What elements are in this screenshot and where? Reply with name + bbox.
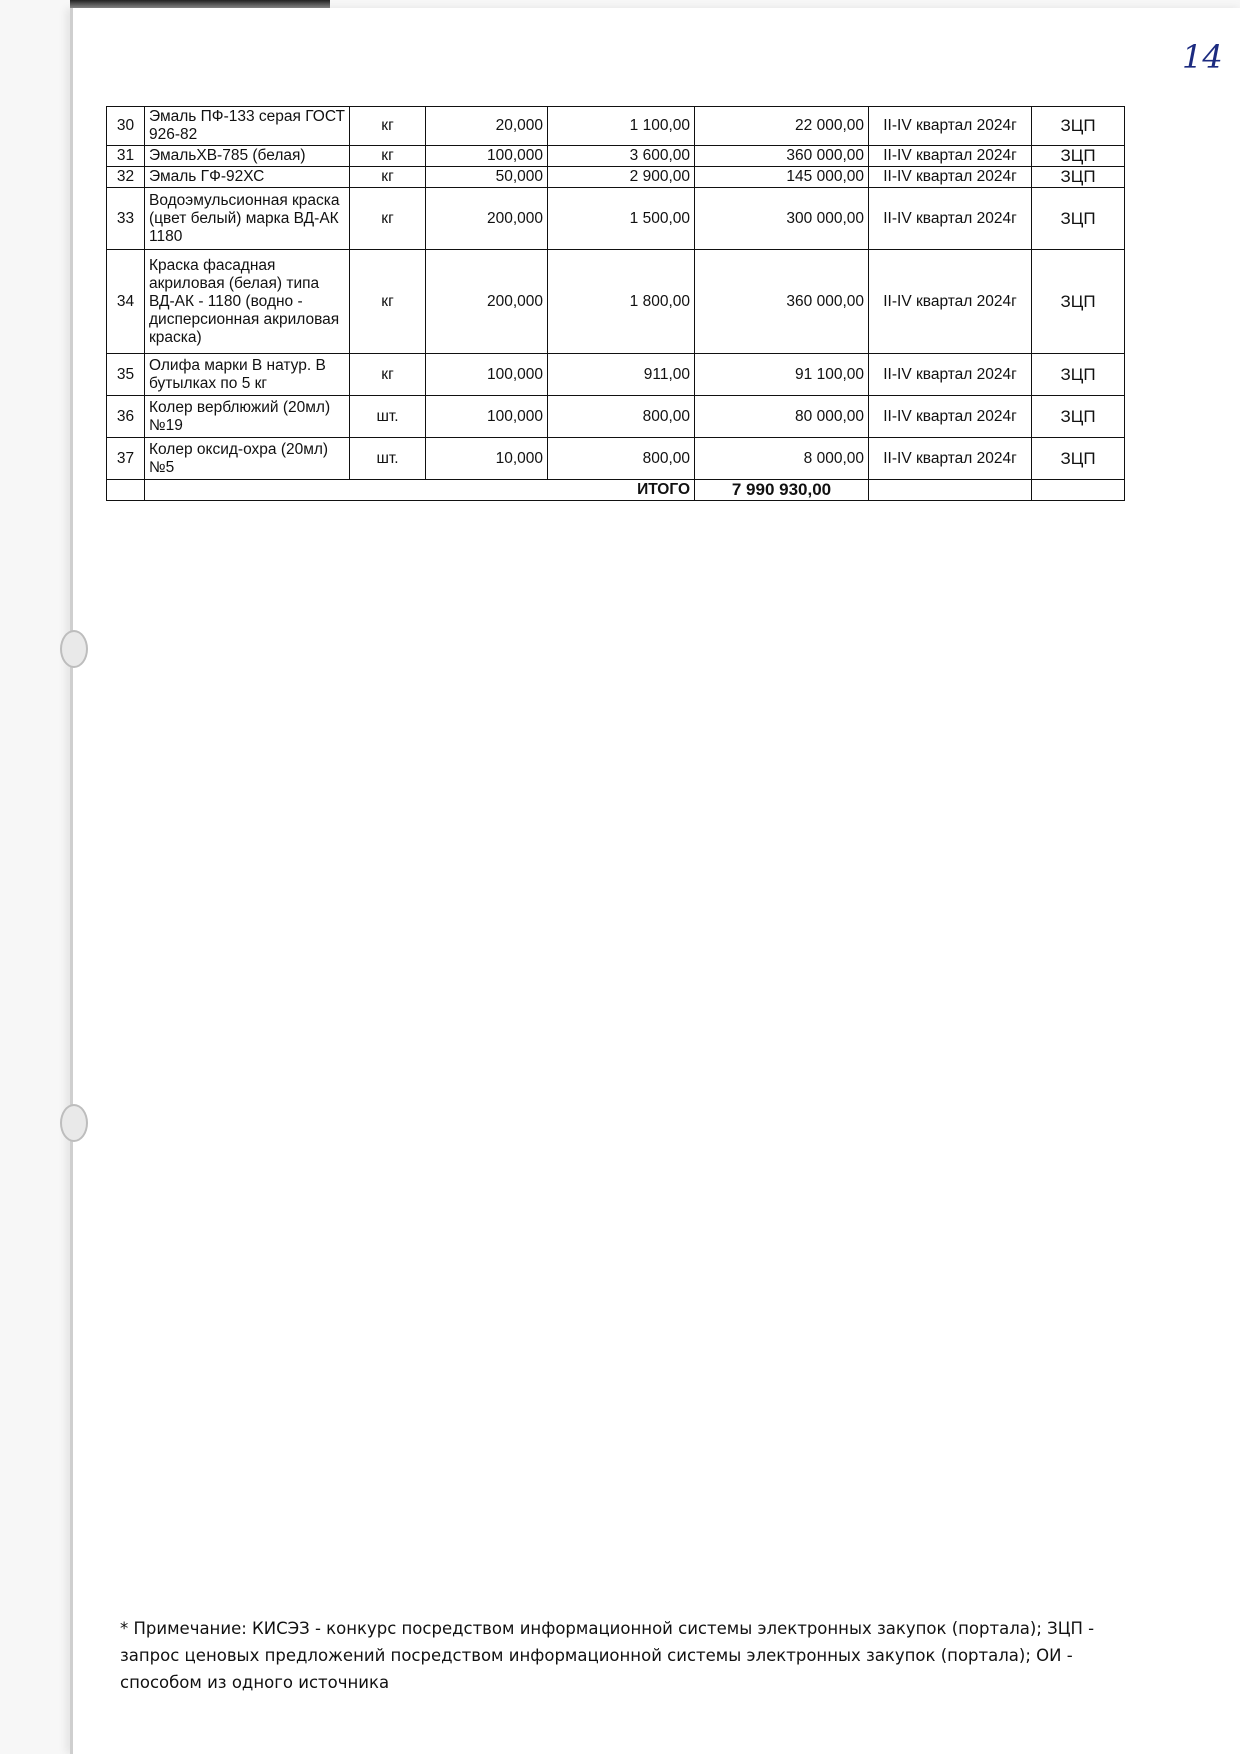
empty-cell bbox=[107, 480, 145, 501]
empty-cell bbox=[869, 480, 1032, 501]
item-method: ЗЦП bbox=[1032, 167, 1125, 188]
row-number: 35 bbox=[107, 354, 145, 396]
item-sum: 22 000,00 bbox=[695, 107, 869, 146]
item-unit: кг bbox=[350, 167, 426, 188]
row-number: 37 bbox=[107, 438, 145, 480]
item-price: 800,00 bbox=[548, 396, 695, 438]
table-row bbox=[107, 438, 1125, 480]
item-unit: кг bbox=[350, 354, 426, 396]
item-quantity: 200,000 bbox=[426, 250, 548, 354]
item-method: ЗЦП bbox=[1032, 250, 1125, 354]
item-unit: кг bbox=[350, 188, 426, 250]
item-unit: кг bbox=[350, 250, 426, 354]
item-price: 1 500,00 bbox=[548, 188, 695, 250]
item-quantity: 50,000 bbox=[426, 167, 548, 188]
item-name: Колер верблюжий (20мл) №19 bbox=[145, 396, 350, 438]
table-row bbox=[107, 146, 1125, 167]
footnote: * Примечание: КИСЭЗ - конкурс посредством информационной системы электронных закупок (портала); ЗЦП - запрос ценовых предложений посредством информационной системы электронных закупок (портала); ОИ - способом из одного источника bbox=[120, 1619, 1095, 1692]
row-number: 33 bbox=[107, 188, 145, 250]
items-table bbox=[106, 106, 1125, 501]
total-label: ИТОГО bbox=[145, 480, 695, 501]
table-row bbox=[107, 107, 1125, 146]
item-sum: 80 000,00 bbox=[695, 396, 869, 438]
item-period: II-IV квартал 2024г bbox=[869, 250, 1032, 354]
table-row bbox=[107, 250, 1125, 354]
item-name: Эмаль ПФ-133 серая ГОСТ 926-82 bbox=[145, 107, 350, 146]
item-quantity: 100,000 bbox=[426, 396, 548, 438]
item-period: II-IV квартал 2024г bbox=[869, 396, 1032, 438]
item-period: II-IV квартал 2024г bbox=[869, 438, 1032, 480]
item-sum: 360 000,00 bbox=[695, 146, 869, 167]
item-sum: 300 000,00 bbox=[695, 188, 869, 250]
item-period: II-IV квартал 2024г bbox=[869, 146, 1032, 167]
item-period: II-IV квартал 2024г bbox=[869, 107, 1032, 146]
row-number: 31 bbox=[107, 146, 145, 167]
item-sum: 145 000,00 bbox=[695, 167, 869, 188]
item-unit: кг bbox=[350, 146, 426, 167]
empty-cell bbox=[1032, 480, 1125, 501]
item-price: 1 800,00 bbox=[548, 250, 695, 354]
item-name: Водоэмульсионная краска (цвет белый) марка ВД-АК 1180 bbox=[145, 188, 350, 250]
item-method: ЗЦП bbox=[1032, 107, 1125, 146]
table-row bbox=[107, 396, 1125, 438]
item-sum: 360 000,00 bbox=[695, 250, 869, 354]
row-number: 32 bbox=[107, 167, 145, 188]
item-period: II-IV квартал 2024г bbox=[869, 167, 1032, 188]
item-quantity: 20,000 bbox=[426, 107, 548, 146]
item-period: II-IV квартал 2024г bbox=[869, 188, 1032, 250]
item-method: ЗЦП bbox=[1032, 396, 1125, 438]
item-quantity: 200,000 bbox=[426, 188, 548, 250]
item-price: 911,00 bbox=[548, 354, 695, 396]
row-number: 34 bbox=[107, 250, 145, 354]
item-quantity: 10,000 bbox=[426, 438, 548, 480]
item-method: ЗЦП bbox=[1032, 146, 1125, 167]
item-unit: кг bbox=[350, 107, 426, 146]
item-quantity: 100,000 bbox=[426, 146, 548, 167]
item-name: Олифа марки В натур. В бутылках по 5 кг bbox=[145, 354, 350, 396]
table-row bbox=[107, 354, 1125, 396]
item-sum: 8 000,00 bbox=[695, 438, 869, 480]
item-price: 2 900,00 bbox=[548, 167, 695, 188]
item-name: Эмаль ГФ-92ХС bbox=[145, 167, 350, 188]
row-number: 36 bbox=[107, 396, 145, 438]
item-name: Краска фасадная акриловая (белая) типа ВД-АК - 1180 (водно - дисперсионная акриловая краска) bbox=[145, 250, 350, 354]
item-method: ЗЦП bbox=[1032, 354, 1125, 396]
item-price: 3 600,00 bbox=[548, 146, 695, 167]
item-unit: шт. bbox=[350, 438, 426, 480]
punch-hole-top bbox=[60, 630, 88, 668]
total-value: 7 990 930,00 bbox=[695, 480, 869, 501]
item-price: 1 100,00 bbox=[548, 107, 695, 146]
item-name: Колер оксид-охра (20мл) №5 bbox=[145, 438, 350, 480]
table-row bbox=[107, 167, 1125, 188]
item-period: II-IV квартал 2024г bbox=[869, 354, 1032, 396]
item-quantity: 100,000 bbox=[426, 354, 548, 396]
item-unit: шт. bbox=[350, 396, 426, 438]
item-name: ЭмальХВ-785 (белая) bbox=[145, 146, 350, 167]
item-method: ЗЦП bbox=[1032, 438, 1125, 480]
punch-hole-bottom bbox=[60, 1104, 88, 1142]
row-number: 30 bbox=[107, 107, 145, 146]
item-method: ЗЦП bbox=[1032, 188, 1125, 250]
total-row bbox=[107, 480, 1125, 501]
item-price: 800,00 bbox=[548, 438, 695, 480]
item-sum: 91 100,00 bbox=[695, 354, 869, 396]
scan-edge-shadow bbox=[70, 0, 330, 8]
handwritten-page-number: 14 bbox=[1182, 38, 1223, 76]
table-row bbox=[107, 188, 1125, 250]
